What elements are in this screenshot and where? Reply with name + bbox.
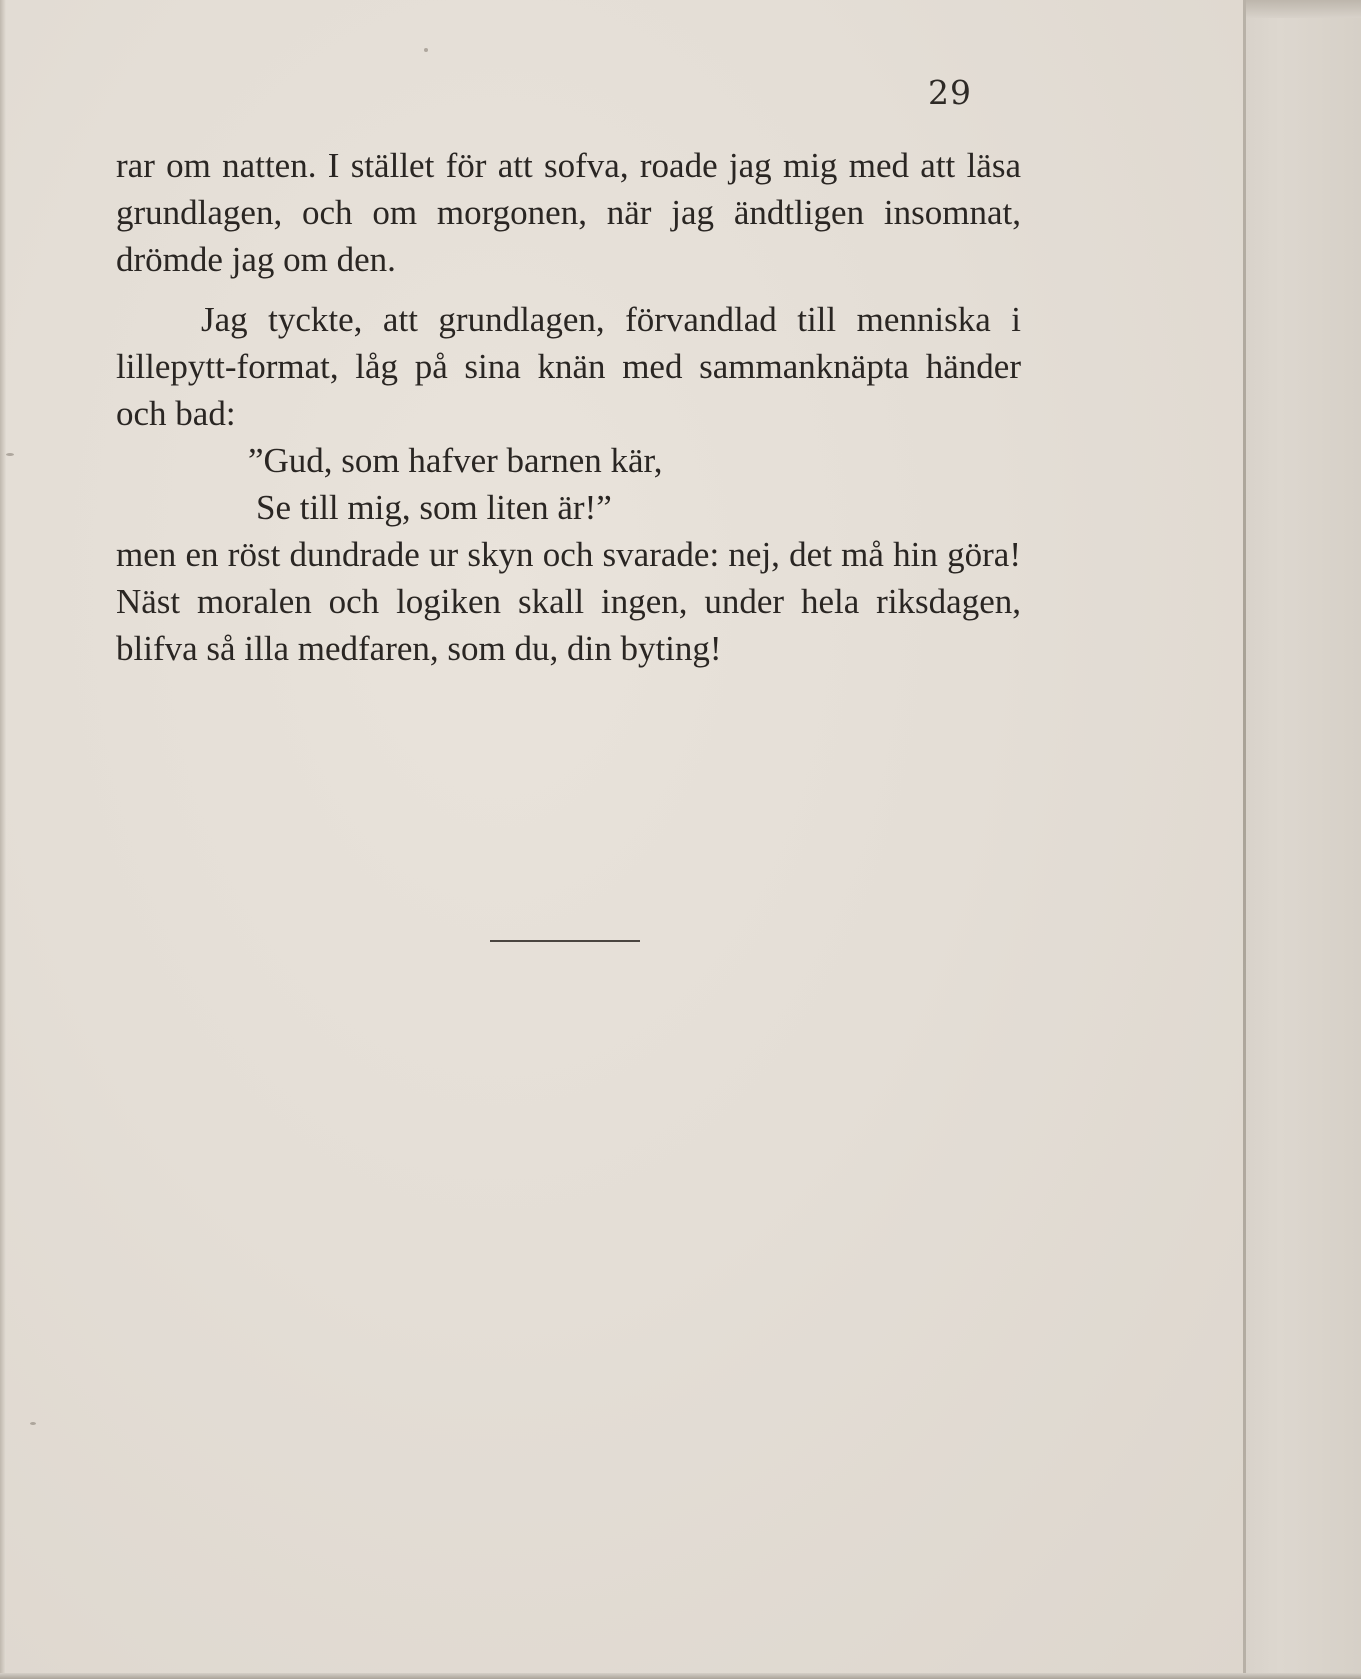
verse-line-1: ”Gud, som hafver barnen kär, (248, 441, 663, 480)
page-text (116, 142, 1021, 672)
paragraph-2: Jag tyckte, att grundlagen, förvandlad till menniska i lillepytt-format, låg på sina knän med sammanknäpta händer och bad: (116, 300, 1021, 433)
paper-speck (424, 48, 428, 52)
verse-quote (116, 437, 1021, 531)
page-bottom-edge (0, 1673, 1361, 1679)
verse-line-2: Se till mig, som liten är!” (256, 488, 612, 527)
next-page-top-edge (1245, 0, 1361, 18)
next-page-edge (1245, 0, 1361, 1679)
page-number: 29 (928, 73, 972, 112)
paper-speck (30, 1422, 36, 1425)
paragraph-1: rar om natten. I stället för att sofva, roade jag mig med att läsa grundlagen, och om morgonen, när jag ändtligen insomnat, drömde jag om den. (116, 146, 1021, 279)
paper-speck (6, 453, 14, 456)
section-divider-rule (490, 940, 640, 942)
paragraph-3: men en röst dundrade ur skyn och svarade: nej, det må hin göra! Näst moralen och logiken skall ingen, under hela riksdagen, blifva så illa medfaren, som du, din byting! (116, 535, 1021, 668)
page-edge-line (1243, 0, 1246, 1679)
page-binding-edge (0, 0, 6, 1679)
